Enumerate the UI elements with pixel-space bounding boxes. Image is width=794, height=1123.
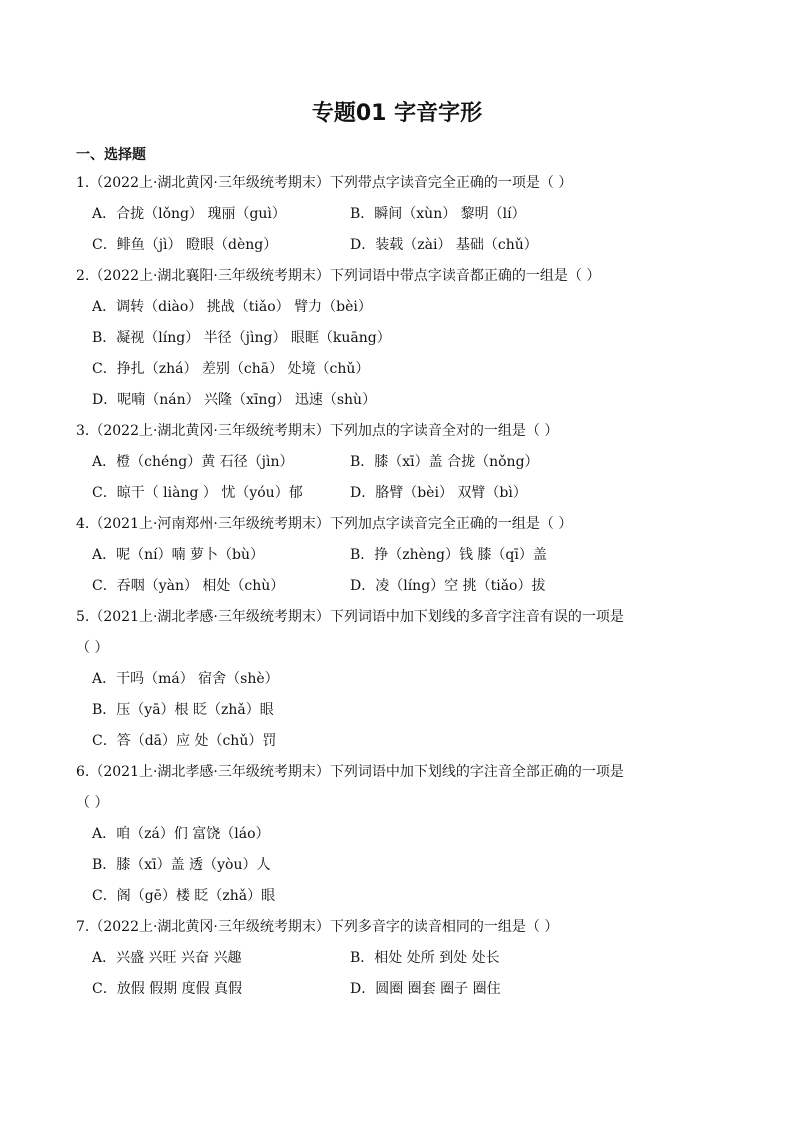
answer-option: C．晾干（ liàng ） 忧（yóu）郁	[92, 485, 303, 501]
document-title: 专题01 字音字形	[311, 101, 483, 126]
answer-option: D．呢喃（nán） 兴隆（xīng） 迅速（shù）	[92, 392, 377, 408]
option-row	[76, 199, 726, 230]
answer-option: B．压（yā）根 眨（zhǎ）眼	[92, 702, 274, 718]
option-row	[76, 850, 726, 881]
option-row	[76, 726, 726, 757]
answer-option: C．挣扎（zhá） 差别（chā） 处境（chǔ）	[92, 361, 370, 377]
answer-option: B．挣（zhèng）钱 膝（qī）盖	[350, 547, 547, 563]
option-row	[76, 323, 726, 354]
question-stem: 2.（2022上·湖北襄阳·三年级统考期末）下列词语中带点字读音都正确的一组是（ ）	[76, 268, 601, 284]
option-row	[76, 540, 726, 571]
question-3	[76, 416, 726, 509]
answer-option: A．橙（chéng）黄 石径（jìn）	[92, 454, 294, 470]
answer-option: B．凝视（líng） 半径（jìng） 眼眶（kuāng）	[92, 330, 391, 346]
answer-option: C．答（dā）应 处（chǔ）罚	[92, 733, 277, 749]
answer-option: A．合拢（lǒng） 瑰丽（guì）	[92, 206, 286, 222]
question-5	[76, 602, 726, 757]
option-row	[76, 974, 726, 1005]
answer-option: C．鲱鱼（jì） 瞪眼（dèng）	[92, 237, 278, 253]
question-stem: 5.（2021上·湖北孝感·三年级统考期末）下列词语中加下划线的多音字注音有误的一项是	[76, 609, 624, 625]
option-row	[76, 385, 726, 416]
answer-option: D．凌（líng）空 挑（tiǎo）拔	[350, 578, 546, 594]
question-list	[76, 168, 726, 1005]
question-6	[76, 757, 726, 912]
section-heading: 一、选择题	[76, 147, 146, 163]
question-stem: 6.（2021上·湖北孝感·三年级统考期末）下列词语中加下划线的字注音全部正确的一项是	[76, 764, 624, 780]
answer-option: B．瞬间（xùn） 黎明（lí）	[350, 206, 526, 222]
option-row	[76, 447, 726, 478]
question-stem-continuation: （ ）	[76, 795, 109, 811]
question-7	[76, 912, 726, 1005]
answer-option: B．膝（xī）盖 透（yòu）人	[92, 857, 271, 873]
question-2	[76, 261, 726, 416]
answer-option: D．胳臂（bèi） 双臂（bì）	[350, 485, 527, 501]
question-stem-continuation: （ ）	[76, 640, 109, 656]
option-row	[76, 664, 726, 695]
answer-option: D．装载（zài） 基础（chǔ）	[350, 237, 538, 253]
answer-option: A．兴盛 兴旺 兴奋 兴趣	[92, 950, 242, 966]
option-row	[76, 292, 726, 323]
answer-option: A．干吗（má） 宿舍（shè）	[92, 671, 279, 687]
option-row	[76, 943, 726, 974]
question-stem: 7.（2022上·湖北黄冈·三年级统考期末）下列多音字的读音相同的一组是（ ）	[76, 919, 559, 935]
answer-option: B．膝（xī）盖 合拢（nǒng）	[350, 454, 539, 470]
answer-option: A．呢（ní）喃 萝卜（bù）	[92, 547, 265, 563]
option-row	[76, 478, 726, 509]
answer-option: C．吞咽（yàn） 相处（chù）	[92, 578, 285, 594]
answer-option: C．阁（gē）楼 眨（zhǎ）眼	[92, 888, 276, 904]
answer-option: A．调转（diào） 挑战（tiǎo） 臂力（bèi）	[92, 299, 372, 315]
option-row	[76, 354, 726, 385]
option-row	[76, 695, 726, 726]
option-row	[76, 881, 726, 912]
answer-option: D．圆圈 圈套 圈子 圈住	[350, 981, 501, 997]
answer-option: A．咱（zá）们 富饶（láo）	[92, 826, 270, 842]
option-row	[76, 819, 726, 850]
question-stem: 1.（2022上·湖北黄冈·三年级统考期末）下列带点字读音完全正确的一项是（ ）	[76, 175, 573, 191]
answer-option: C．放假 假期 度假 真假	[92, 981, 243, 997]
question-1	[76, 168, 726, 261]
question-stem: 3.（2022上·湖北黄冈·三年级统考期末）下列加点的字读音全对的一组是（ ）	[76, 423, 559, 439]
question-4	[76, 509, 726, 602]
option-row	[76, 230, 726, 261]
answer-option: B．相处 处所 到处 处长	[350, 950, 500, 966]
option-row	[76, 571, 726, 602]
question-stem: 4.（2021上·河南郑州·三年级统考期末）下列加点字读音完全正确的一组是（ ）	[76, 516, 573, 532]
